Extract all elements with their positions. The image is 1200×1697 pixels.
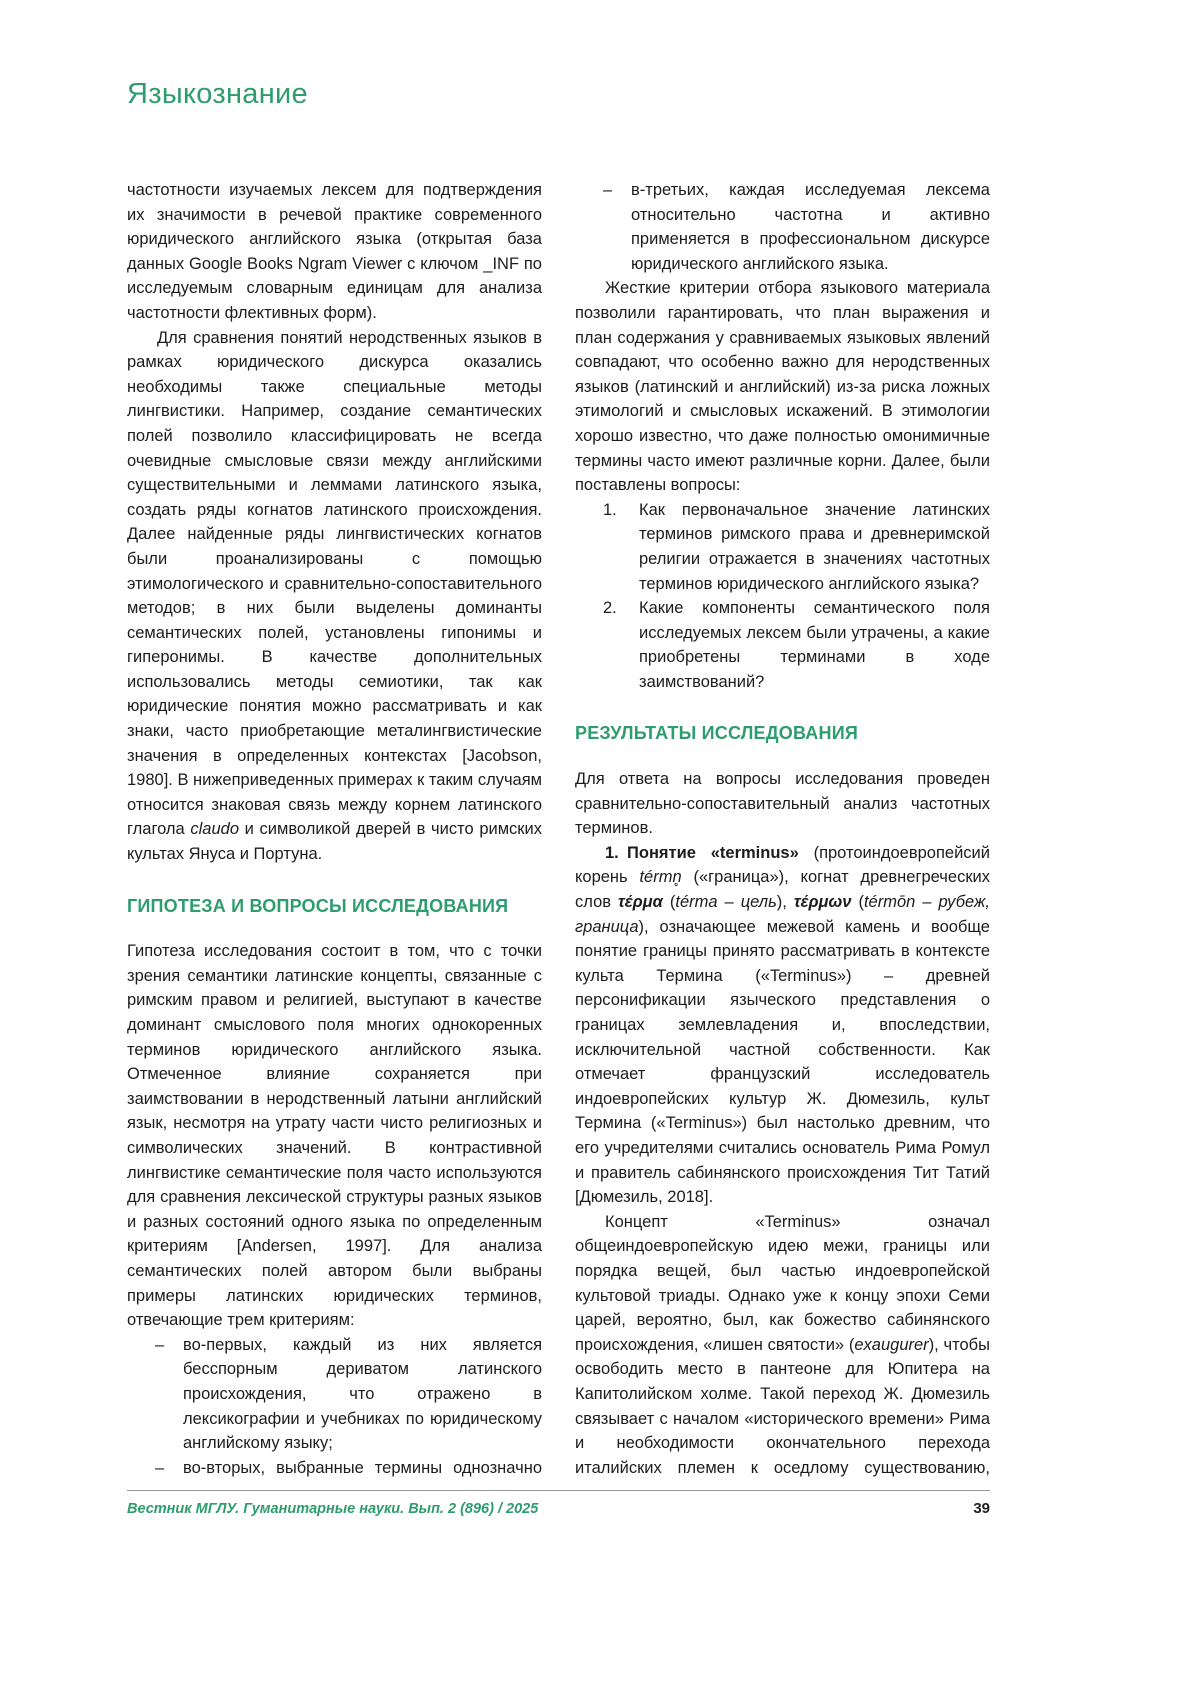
list-marker: – bbox=[603, 181, 613, 199]
text-segment: ), bbox=[776, 893, 794, 912]
list-item bbox=[575, 178, 990, 276]
paragraph: Для ответа на вопросы исследования проведен сравнительно-сопоставительный анализ частотных терминов. bbox=[575, 770, 990, 838]
text-segment: τέρμων bbox=[793, 893, 852, 912]
text-segment: (протоиндоевропейсий корень bbox=[575, 843, 990, 887]
list-item-text: во-вторых, выбранные термины однозначно bbox=[183, 1458, 542, 1477]
list-item bbox=[127, 1333, 542, 1456]
section-header: Языкознание bbox=[127, 78, 308, 110]
text-segment: τέρμα bbox=[618, 893, 663, 912]
paragraph bbox=[127, 326, 542, 867]
text-segment: Концепт «Terminus» означал общеиндоевропейскую идею межи, границы или порядка вещей, был частью индоевропейской культовой триады. Однако уже к концу эпохи Семи царей, вероятно, был, как божество сабинянского происхождения, «лишен святости» ( bbox=[575, 1212, 990, 1354]
list-item-text: во-первых, каждый из них является бесспорным дериватом латинского происхождения, что отражено в лексикографии и учебниках по юридическому английскому языку; bbox=[183, 1335, 542, 1453]
text-segment: térmōn – рубеж, граница bbox=[575, 893, 990, 936]
text-segment: exaugurer bbox=[854, 1335, 929, 1354]
text-segment: ( bbox=[851, 893, 864, 912]
text-segment: térmn̥ bbox=[639, 868, 682, 887]
list-marker: – bbox=[155, 1335, 165, 1354]
journal-reference: Вестник МГЛУ. Гуманитарные науки. Вып. 2 (896) / 2025 bbox=[127, 1501, 539, 1517]
right-column bbox=[575, 178, 990, 1478]
paragraph: Гипотеза исследования состоит в том, что с точки зрения семантики латинские концепты, связанные с римским правом и религией, выступают в качестве доминант смыслового поля многих однокоренных терминов юридического английского языка. Отмеченное влияние сохраняется при заимствовании в неродственный латыни английский язык, несмотря на утрату части чисто религиозных и символических значений. В контрастивной лингвистике семантические поля часто используются для сравнения лексической структуры разных языков и разных состояний одного языка по определенным критериям [Andersen, 1997]. Для анализа семантических полей автором были выбраны примеры латинских юридических терминов, отвечающие трем критериям: bbox=[127, 942, 542, 1330]
page-footer bbox=[127, 1490, 990, 1517]
paragraph: частотности изучаемых лексем для подтверждения их значимости в речевой практике современного юридического английского языка (открытая база данных Google Books Ngram Viewer с ключом _INF по исследуемым словарным единицам для анализа частотности флективных форм). bbox=[127, 181, 542, 322]
numbered-list-item bbox=[575, 596, 990, 694]
column-heading-hypothesis: ГИПОТЕЗА И ВОПРОСЫ ИССЛЕДОВАНИЯ bbox=[127, 895, 509, 916]
page-content bbox=[127, 178, 990, 1478]
list-number: 1. bbox=[603, 500, 617, 519]
text-segment: Для сравнения понятий неродственных языков в рамках юридического дискурса оказались необходимы также специальные методы лингвистики. Например, создание семантических полей позволило классифицировать не всегда очевидные смысловые связи между английскими существительными и леммами латинского языка, создать ряды когнатов латинского происхождения. Далее найденные ряды лингвистических когнатов были проанализированы с помощью этимологического и сравнительно-сопоставительного методов; в них были выделены доминанты семантических полей, установлены гипонимы и гиперонимы. В качестве дополнительных использовались методы семиотики, так как юридические понятия можно рассматривать и как знаки, часто приобретающие металингвистические значения в определенных контекстах [Jacobson, 1980]. В нижеприведенных примерах к таким случаям относится знаковая связь между корнем латинского глагола bbox=[127, 328, 542, 839]
list-marker: – bbox=[155, 1458, 165, 1477]
text-segment: («граница»), когнат древнегреческих слов bbox=[575, 868, 990, 912]
list-item-text: Какие компоненты семантического поля исследуемых лексем были утрачены, а какие приобретены терминами в ходе заимствований? bbox=[639, 599, 990, 691]
column-heading-results: РЕЗУЛЬТАТЫ ИССЛЕДОВАНИЯ bbox=[575, 723, 858, 744]
text-segment: claudo bbox=[190, 820, 240, 839]
text-segment: térma – цель bbox=[675, 893, 777, 912]
text-segment: ), чтобы освободить место в пантеоне для Юпитера на Капитолийском холме. Такой переход Ж. Дюмезиль связывает с началом «исторического времени» Рима и необходимости окончательного перехода италийских племен к оседлому существованию, bbox=[575, 1335, 990, 1477]
page-number: 39 bbox=[973, 1500, 990, 1517]
text-segment: 1. Понятие «terminus» bbox=[605, 843, 814, 862]
numbered-list-item bbox=[575, 498, 990, 596]
paragraph bbox=[575, 841, 990, 1210]
list-item-text: Как первоначальное значение латинских терминов римского права и древнеримской религии отражается в значениях частотных терминов юридического английского языка? bbox=[639, 500, 990, 593]
text-segment: ), означающее межевой камень и вообще понятие границы принято рассматривать в контексте культа Термина («Terminus») – древней персонификации языческого представления о границах землевладения и, впоследствии, исключительной частной собственности. Как отмечает французский исследователь индоевропейских культур Ж. Дюмезиль, культ Термина («Terminus») был настолько древним, что его учредителями считались основатель Рима Ромул и правитель сабинянского происхождения Тит Татий [Дюмезиль, 2018]. bbox=[575, 917, 990, 1207]
list-item-text: в-третьих, каждая исследуемая лексема относительно частотна и активно применяется в профессиональном дискурсе юридического английского языка. bbox=[631, 181, 990, 273]
text-segment: ( bbox=[662, 893, 676, 912]
left-column bbox=[127, 178, 542, 1478]
list-number: 2. bbox=[603, 599, 617, 618]
paragraph: Жесткие критерии отбора языкового материала позволили гарантировать, что план выражения и план содержания у сравниваемых языковых явлений совпадают, что особенно важно для неродственных языков (латинский и английский) из-за риска ложных этимологий и смысловых искажений. В этимологии хорошо известно, что даже полностью омонимичные термины часто имеют различные корни. Далее, были поставлены вопросы: bbox=[575, 279, 990, 495]
text-segment: и символикой дверей в чисто римских культах Януса и Портуна. bbox=[127, 820, 542, 864]
list-item bbox=[127, 1456, 542, 1478]
paragraph bbox=[575, 1210, 990, 1478]
